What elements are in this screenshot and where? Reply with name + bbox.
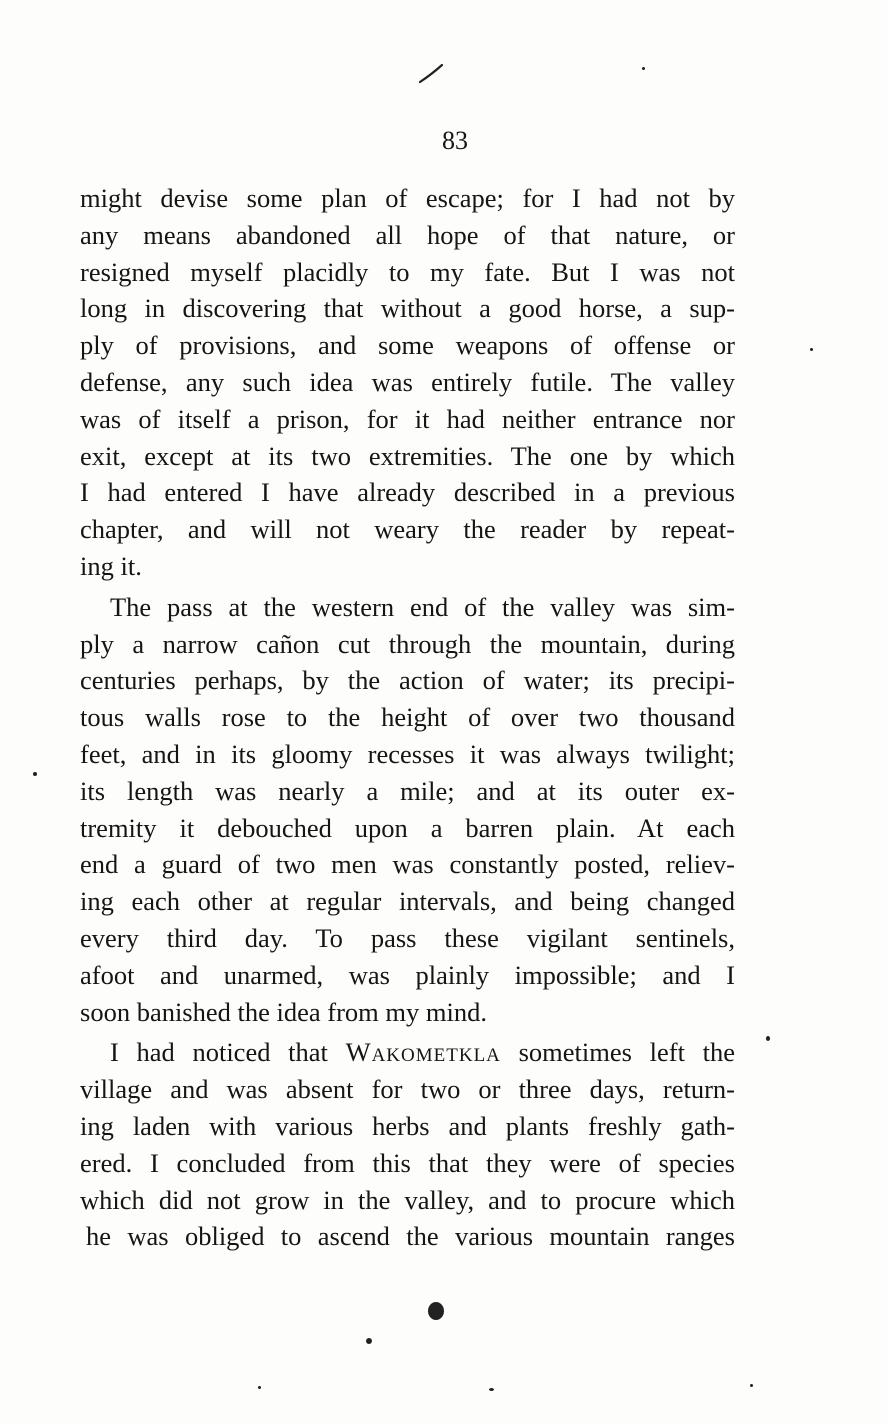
- pencil-check-mark: [418, 62, 444, 88]
- ink-speck: [428, 1302, 444, 1320]
- text-fragment: I had noticed that: [110, 1037, 346, 1068]
- ink-speck: [642, 67, 645, 70]
- character-name: Wakometkla: [345, 1037, 501, 1068]
- text-line: ply of provisions, and some weapons of offense or: [80, 330, 735, 361]
- text-line: he was obliged to ascend the various mountain ranges: [86, 1221, 735, 1252]
- text-line: I had entered I have already described in a previous: [80, 477, 735, 508]
- text-line: village and was absent for two or three days, return-: [80, 1074, 735, 1105]
- text-line: feet, and in its gloomy recesses it was always twilight;: [80, 738, 735, 769]
- text-line: tous walls rose to the height of over two thousand: [80, 702, 735, 733]
- text-line: ered. I concluded from this that they were of species: [80, 1147, 735, 1178]
- body-text: [80, 180, 735, 1255]
- text-line: The pass at the western end of the valley was sim-: [110, 591, 735, 622]
- text-line: defense, any such idea was entirely futile. The valley: [80, 366, 735, 397]
- ink-speck: [766, 1036, 770, 1041]
- text-line: resigned myself placidly to my fate. But I was not: [80, 256, 735, 287]
- ink-speck: [810, 348, 813, 351]
- ink-speck: [33, 772, 37, 776]
- text-line: afoot and unarmed, was plainly impossible; and I: [80, 959, 735, 990]
- text-line: might devise some plan of escape; for I had not by: [80, 183, 735, 213]
- text-line: ply a narrow cañon cut through the mountain, during: [80, 628, 735, 659]
- text-line: every third day. To pass these vigilant sentinels,: [80, 922, 735, 953]
- text-line: chapter, and will not weary the reader by repeat-: [80, 514, 735, 545]
- text-line: tremity it debouched upon a barren plain. At each: [80, 812, 735, 843]
- text-line: was of itself a prison, for it had neither entrance nor: [80, 403, 735, 434]
- text-fragment: sometimes left the: [500, 1037, 735, 1068]
- text-line: ing each other at regular intervals, and being changed: [80, 886, 735, 917]
- ink-speck: [258, 1386, 261, 1389]
- text-line: centuries perhaps, by the action of water; its precipi-: [80, 665, 735, 696]
- text-line: [80, 1034, 735, 1071]
- ink-speck: [750, 1384, 753, 1387]
- text-line: end a guard of two men was constantly posted, reliev-: [80, 849, 735, 880]
- text-line: which did not grow in the valley, and to procure which: [80, 1184, 735, 1215]
- text-line: any means abandoned all hope of that nature, or: [80, 219, 735, 250]
- text-line: ing laden with various herbs and plants freshly gath-: [80, 1110, 735, 1141]
- ink-speck: [489, 1388, 494, 1391]
- paragraph-3: [80, 1034, 735, 1255]
- text-line: long in discovering that without a good horse, a sup-: [80, 293, 735, 324]
- ink-speck: [366, 1338, 372, 1344]
- text-line: its length was nearly a mile; and at its outer ex-: [80, 775, 735, 806]
- paragraph-2: [80, 589, 735, 1031]
- text-line: ing it.: [80, 550, 142, 581]
- text-line: exit, except at its two extremities. The one by which: [80, 440, 735, 471]
- paragraph-1: [80, 180, 735, 585]
- text-line: soon banished the idea from my mind.: [80, 996, 487, 1027]
- page-number: 83: [442, 126, 468, 155]
